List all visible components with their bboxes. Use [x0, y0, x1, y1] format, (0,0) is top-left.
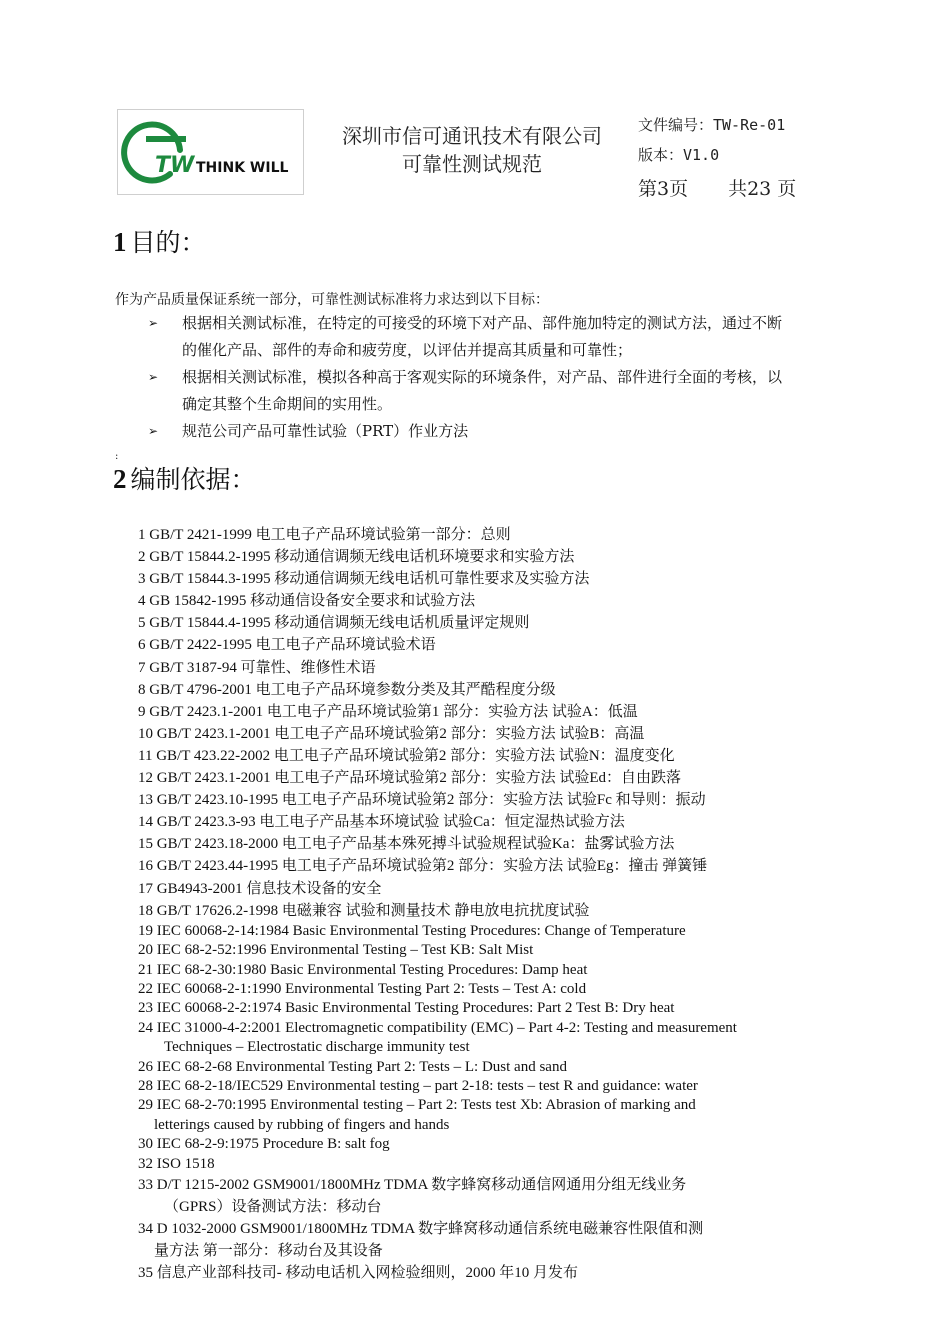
list-item-continuation: 量方法 第一部分：移动台及其设备 — [154, 1243, 383, 1260]
list-item: 17 GB4943-2001 信息技术设备的安全 — [138, 880, 382, 897]
list-item: 28 IEC 68-2-18/IEC529 Environmental testing – part 2-18: tests – test R and guidance: water — [138, 1077, 698, 1094]
company-name: 深圳市信可通讯技术有限公司 — [342, 124, 602, 148]
stray-mark: : — [115, 451, 119, 462]
list-item-continuation: letterings caused by rubbing of fingers and hands — [154, 1116, 450, 1133]
list-item: 12 GB/T 2423.1-2001 电工电子产品环境试验第2 部分：实验方法 试验Ed：自由跌落 — [138, 770, 682, 787]
list-item: 35 信息产业部科技司- 移动电话机入网检验细则，2000 年10 月发布 — [138, 1265, 578, 1282]
thinkwill-logo-icon — [118, 110, 305, 196]
section-1-title: 目的： — [130, 228, 206, 257]
list-item: 13 GB/T 2423.10-1995 电工电子产品环境试验第2 部分：实验方法 试验Fc 和导则：振动 — [138, 792, 706, 809]
list-item — [148, 364, 860, 418]
page-current: 第3页 — [638, 178, 689, 200]
page-indicator — [638, 174, 796, 201]
list-item: 8 GB/T 4796-2001 电工电子产品环境参数分类及其严酷程度分级 — [138, 681, 556, 698]
list-item: 20 IEC 68-2-52:1996 Environmental Testing – Test KB: Salt Mist — [138, 942, 534, 959]
section-2-number: 2 — [113, 464, 127, 494]
goal-line: 根据相关测试标准，模拟各种高于客观实际的环境条件，对产品、部件进行全面的考核，以 — [182, 368, 783, 386]
list-item: 15 GB/T 2423.18-2000 电工电子产品基本殊死搏斗试验规程试验Ka：盐雾试验方法 — [138, 836, 675, 853]
list-item: 3 GB/T 15844.3-1995 移动通信调频无线电话机可靠性要求及实验方法 — [138, 571, 590, 588]
list-item: 29 IEC 68-2-70:1995 Environmental testing – Part 2: Tests test Xb: Abrasion of marking and — [138, 1097, 696, 1114]
list-item: 5 GB/T 15844.4-1995 移动通信调频无线电话机质量评定规则 — [138, 615, 530, 632]
goal-line: 根据相关测试标准，在特定的可接受的环境下对产品、部件施加特定的测试方法，通过不断 — [182, 314, 783, 332]
list-item: 26 IEC 68-2-68 Environmental Testing Part 2: Tests – L: Dust and sand — [138, 1058, 567, 1075]
arrow-bullet-icon: ➢ — [148, 316, 159, 330]
company-logo — [117, 109, 304, 195]
list-item: 34 D 1032-2000 GSM9001/1800MHz TDMA 数字蜂窝移动通信系统电磁兼容性限值和测 — [138, 1221, 704, 1238]
list-item: 6 GB/T 2422-1995 电工电子产品环境试验术语 — [138, 637, 436, 654]
list-item — [148, 310, 860, 364]
arrow-bullet-icon: ➢ — [148, 424, 159, 438]
document-title: 可靠性测试规范 — [402, 152, 542, 176]
list-item-continuation: （GPRS）设备测试方法：移动台 — [164, 1199, 382, 1216]
section-2-title: 编制依据： — [130, 465, 256, 494]
document-version: 版本：V1.0 — [638, 146, 720, 164]
list-item: 4 GB 15842-1995 移动通信设备安全要求和试验方法 — [138, 593, 476, 610]
list-item: 32 ISO 1518 — [138, 1155, 215, 1172]
section-2-heading — [113, 460, 256, 496]
section-1-heading — [113, 223, 206, 259]
list-item: 30 IEC 68-2-9:1975 Procedure B: salt fog — [138, 1136, 390, 1153]
list-item: 10 GB/T 2423.1-2001 电工电子产品环境试验第2 部分：实验方法 试验B：高温 — [138, 725, 645, 742]
list-item: 19 IEC 60068-2-14:1984 Basic Environmental Testing Procedures: Change of Temperature — [138, 922, 686, 939]
list-item: 21 IEC 68-2-30:1980 Basic Environmental Testing Procedures: Damp heat — [138, 961, 588, 978]
list-item: 14 GB/T 2423.3-93 电工电子产品基本环境试验 试验Ca：恒定湿热试验方法 — [138, 814, 625, 831]
logo-wordmark: THINK WILL — [196, 160, 289, 176]
list-item-continuation: Techniques – Electrostatic discharge immunity test — [164, 1039, 470, 1056]
goals-list — [148, 310, 860, 445]
list-item: 7 GB/T 3187-94 可靠性、维修性术语 — [138, 659, 376, 676]
document-info — [638, 110, 796, 201]
page-total: 共23 页 — [728, 178, 797, 200]
list-item: 22 IEC 60068-2-1:1990 Environmental Testing Part 2: Tests – Test A: cold — [138, 980, 587, 997]
company-header — [312, 122, 632, 178]
section-1-intro: 作为产品质量保证系统一部分，可靠性测试标准将力求达到以下目标： — [115, 292, 549, 308]
references-list — [138, 524, 838, 1284]
list-item: 24 IEC 31000-4-2:2001 Electromagnetic compatibility (EMC) – Part 4-2: Testing and measurement — [138, 1019, 737, 1036]
goal-line: 规范公司产品可靠性试验（PRT）作业方法 — [182, 422, 469, 440]
list-item: 23 IEC 60068-2-2:1974 Basic Environmental Testing Procedures: Part 2 Test B: Dry heat — [138, 1000, 675, 1017]
goal-line: 确定其整个生命期间的实用性。 — [182, 395, 393, 413]
list-item: 16 GB/T 2423.44-1995 电工电子产品环境试验第2 部分：实验方法 试验Eg：撞击 弹簧锤 — [138, 858, 708, 875]
list-item: 1 GB/T 2421-1999 电工电子产品环境试验第一部分：总则 — [138, 527, 511, 543]
list-item: 33 D/T 1215-2002 GSM9001/1800MHz TDMA 数字蜂窝移动通信网通用分组无线业务 — [138, 1176, 687, 1193]
list-item — [148, 418, 860, 445]
list-item: 2 GB/T 15844.2-1995 移动通信调频无线电话机环境要求和实验方法 — [138, 549, 575, 566]
goal-line: 的催化产品、部件的寿命和疲劳度，以评估并提高其质量和可靠性； — [182, 341, 633, 359]
list-item: 11 GB/T 423.22-2002 电工电子产品环境试验第2 部分：实验方法 试验N：温度变化 — [138, 747, 675, 764]
list-item: 9 GB/T 2423.1-2001 电工电子产品环境试验第1 部分：实验方法 试验A：低温 — [138, 703, 638, 720]
section-1-number: 1 — [113, 227, 127, 257]
logo-monogram: TW — [155, 153, 195, 178]
arrow-bullet-icon: ➢ — [148, 370, 159, 384]
document-number: 文件编号：TW-Re-01 — [638, 116, 786, 134]
list-item: 18 GB/T 17626.2-1998 电磁兼容 试验和测量技术 静电放电抗扰度试验 — [138, 902, 590, 919]
